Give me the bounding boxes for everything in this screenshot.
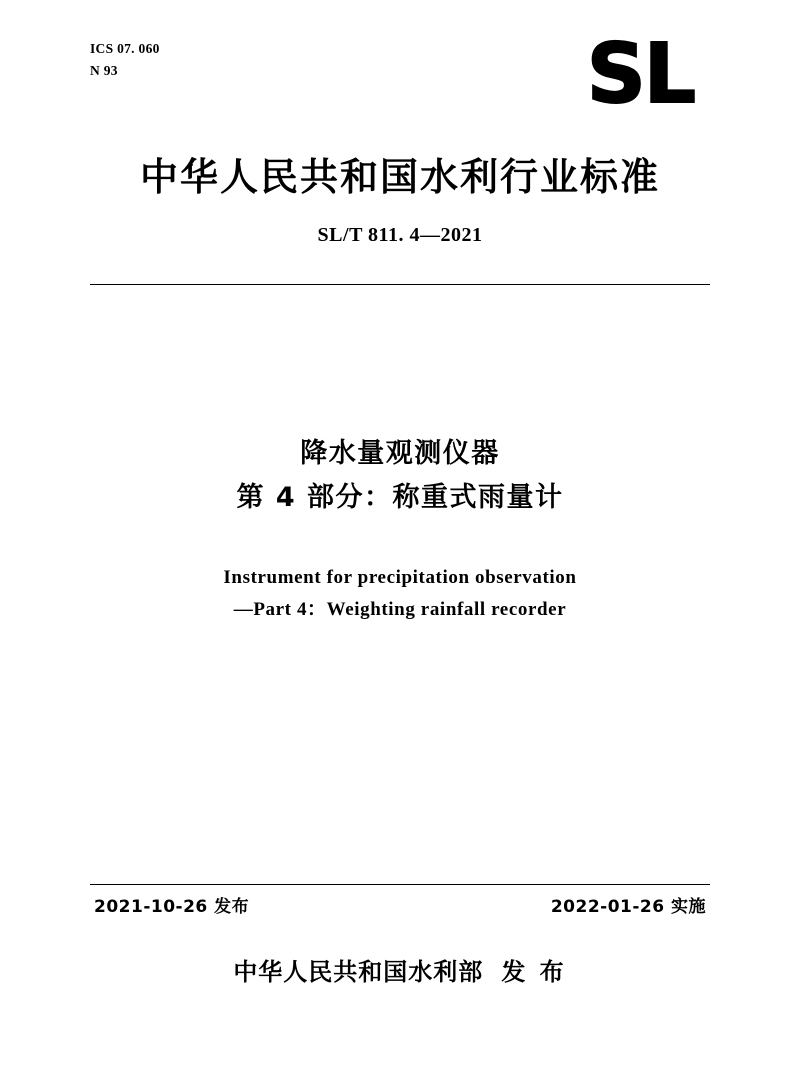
publisher-verb: 发 布 (501, 958, 567, 986)
page-content (88, 0, 712, 1091)
publisher-name: 中华人民共和国水利部 (233, 958, 484, 986)
footer-dates (90, 892, 710, 924)
ics-code: ICS 07. 060 (90, 41, 160, 56)
document-title-cn-line-1: 降水量观测仪器 (300, 438, 500, 469)
classification-codes (90, 38, 160, 82)
publisher-line (88, 952, 712, 987)
document-title-en-line-2: —Part 4：Weighting rainfall recorder (233, 599, 567, 620)
header-row (88, 27, 712, 128)
document-title-en (88, 562, 712, 626)
effective-date: 2022-01-26 实施 (550, 897, 706, 917)
class-code: N 93 (90, 63, 118, 78)
document-title-cn (88, 432, 712, 520)
series-title: 中华人民共和国水利行业标准 (139, 155, 660, 199)
sl-logo: SL (586, 27, 694, 122)
header-divider (90, 284, 710, 285)
standard-number: SL/T 811. 4—2021 (317, 224, 483, 246)
footer-divider (90, 884, 710, 885)
issue-date: 2021-10-26 发布 (94, 897, 250, 917)
document-title-en-line-1: Instrument for precipitation observation (223, 567, 577, 588)
document-title-cn-line-2: 第 4 部分：称重式雨量计 (236, 482, 564, 513)
